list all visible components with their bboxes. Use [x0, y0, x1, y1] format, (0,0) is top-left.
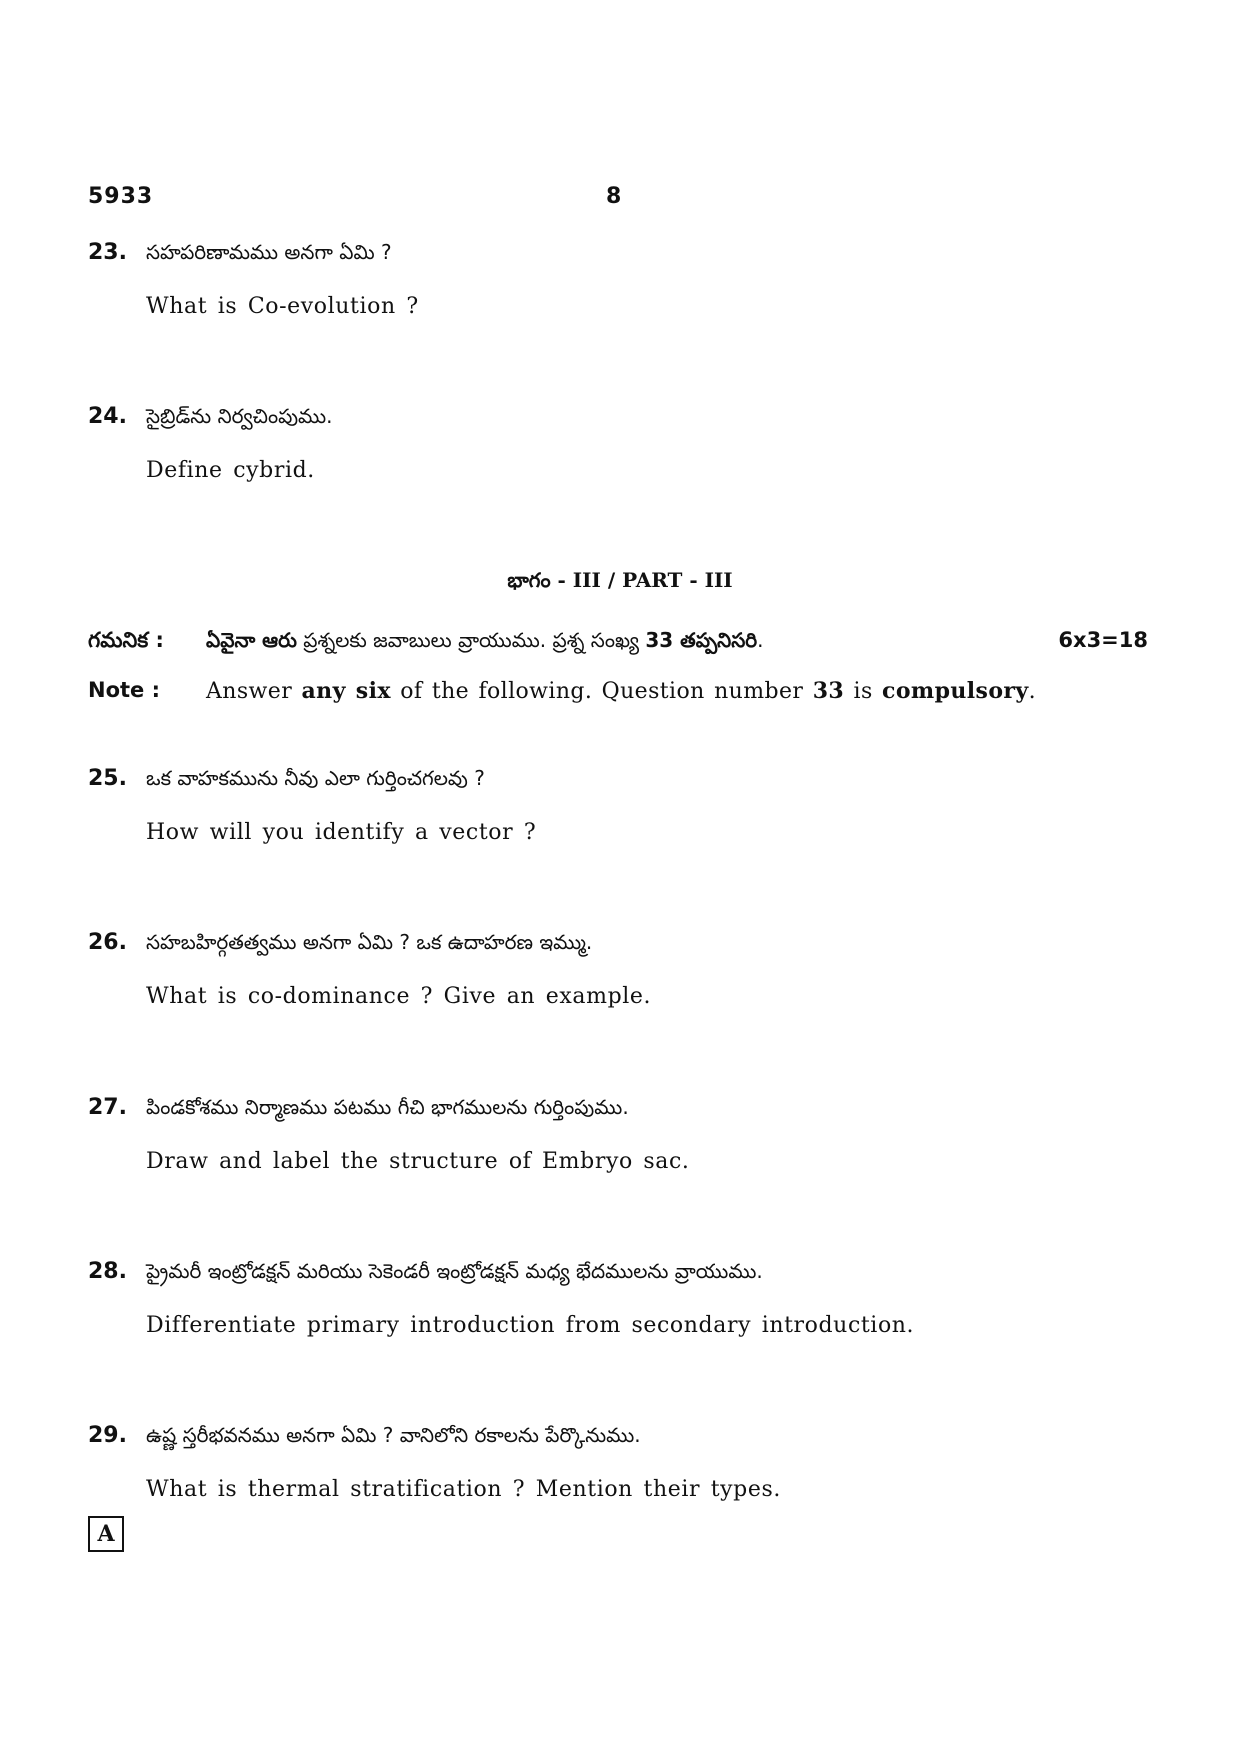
note-end: . — [1028, 679, 1036, 704]
question-telugu: ఉష్ణ స్తరీభవనము అనగా ఏమి ? వానిలోని రకాలను పేర్కొనుము. — [146, 1423, 641, 1447]
note-bold-any-six: any six — [301, 678, 391, 704]
question-english: What is co-dominance ? Give an example. — [146, 984, 652, 1009]
note-label: Note : — [88, 678, 160, 702]
question-english: How will you identify a vector ? — [146, 820, 537, 845]
telugu-note-label: గమనిక : — [88, 628, 164, 652]
question-english: What is thermal stratification ? Mention their types. — [146, 1477, 781, 1502]
english-note — [88, 678, 1148, 708]
note-bold-33: 33 — [812, 678, 845, 704]
question-telugu: ఒక వాహకమును నీవు ఎలా గుర్తించగలవు ? — [146, 766, 485, 790]
part-heading: భాగం - III / PART - III — [507, 568, 733, 592]
note-pre: Answer — [206, 679, 302, 704]
telugu-note-mid: ప్రశ్నలకు జవాబులు వ్రాయుము. ప్రశ్న సంఖ్య — [296, 628, 646, 652]
question-number: 27. — [88, 1095, 127, 1120]
note-mid2: is — [844, 679, 883, 704]
note-bold-compulsory: compulsory — [882, 678, 1029, 704]
telugu-note-text — [206, 628, 763, 657]
marks-allocation: 6x3=18 — [1058, 628, 1148, 652]
telugu-note-end: . — [757, 628, 764, 652]
paper-code: 5933 — [88, 184, 154, 209]
telugu-note — [88, 628, 1148, 658]
question-english: Define cybrid. — [146, 458, 315, 483]
page-number: 8 — [606, 184, 622, 209]
question-number: 25. — [88, 766, 127, 791]
question-telugu: సహబహిర్గతత్వము అనగా ఏమి ? ఒక ఉదాహరణ ఇమ్ము. — [146, 930, 593, 954]
question-number: 28. — [88, 1259, 127, 1284]
telugu-note-bold-any-six: ఏవైనా ఆరు — [206, 628, 297, 652]
question-number: 26. — [88, 930, 127, 955]
question-telugu: సైబ్రిడ్‌ను నిర్వచింపుము. — [146, 404, 333, 428]
question-number: 24. — [88, 404, 127, 429]
note-mid: of the following. Question number — [390, 679, 813, 704]
telugu-note-bold-compulsory: 33 తప్పనిసరి — [645, 628, 758, 652]
question-english: Differentiate primary introduction from secondary introduction. — [146, 1313, 915, 1338]
question-number: 23. — [88, 240, 127, 265]
question-english: What is Co-evolution ? — [146, 294, 419, 319]
question-number: 29. — [88, 1423, 127, 1448]
question-telugu: పిండకోశము నిర్మాణము పటము గీచి భాగములను గుర్తింపుము. — [146, 1095, 629, 1119]
question-set-box: A — [88, 1516, 124, 1552]
question-telugu: ప్రైమరీ ఇంట్రోడక్షన్ మరియు సెకెండరీ ఇంట్రోడక్షన్ మధ్య భేదములను వ్రాయుము. — [146, 1259, 763, 1283]
question-english: Draw and label the structure of Embryo sac. — [146, 1149, 690, 1174]
note-text — [206, 678, 1036, 704]
question-telugu: సహపరిణామము అనగా ఏమి ? — [146, 240, 392, 264]
